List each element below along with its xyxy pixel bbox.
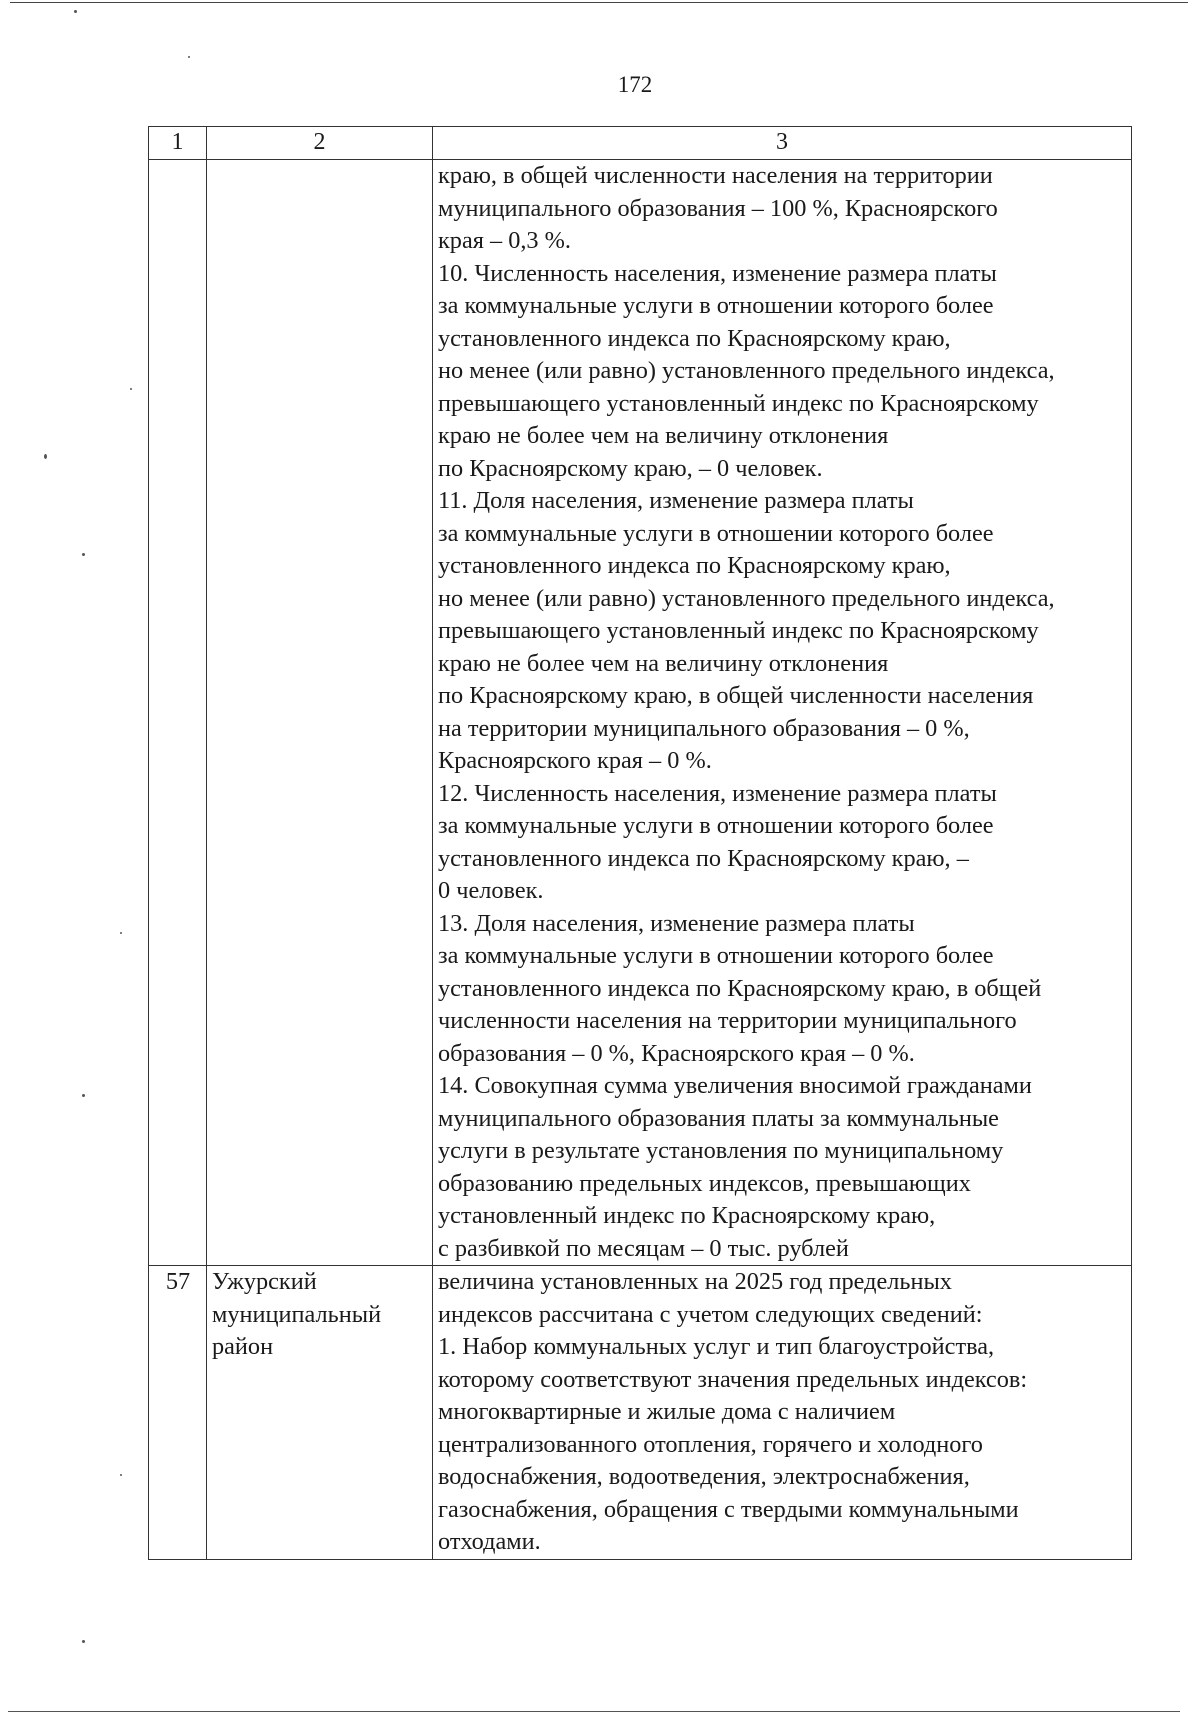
description-line: газоснабжения, обращения с твердыми коммунальными <box>438 1495 1019 1523</box>
description-line: за коммунальные услуги в отношении которого более <box>438 812 994 839</box>
scan-speck <box>82 1094 85 1097</box>
description-line: краю не более чем на величину отклонения <box>438 649 889 677</box>
description-line: образованию предельных индексов, превышающих <box>438 1169 971 1197</box>
scan-speck <box>188 56 190 58</box>
table-header-row <box>149 127 1132 160</box>
description-line: многоквартирные и жилые дома с наличием <box>438 1398 896 1425</box>
scan-speck <box>82 553 85 556</box>
description-line: 1. Набор коммунальных услуг и тип благоустройства, <box>438 1333 995 1360</box>
description-line: за коммунальные услуги в отношении которого более <box>438 942 994 969</box>
scan-speck <box>82 1640 85 1643</box>
description-line: 10. Численность населения, изменение размера платы <box>438 259 997 287</box>
municipality-name-line: район <box>212 1333 274 1360</box>
column-header-1: 1 <box>149 127 207 160</box>
row-number-cell <box>149 160 207 1266</box>
description-line: 14. Совокупная сумма увеличения вносимой гражданами <box>438 1072 1032 1099</box>
description-line: за коммунальные услуги в отношении которого более <box>438 519 994 547</box>
description-line: краю не более чем на величину отклонения <box>438 422 889 449</box>
description-line: величина установленных на 2025 год предельных <box>438 1268 952 1295</box>
description-line: краю, в общей численности населения на территории <box>438 162 993 189</box>
description-line: установленного индекса по Красноярскому краю, в общей <box>438 974 1042 1002</box>
scan-speck <box>130 388 132 390</box>
description-line: с разбивкой по месяцам – 0 тыс. рублей <box>438 1234 849 1262</box>
municipality-name-line: муниципальный <box>212 1300 382 1328</box>
description-line: превышающего установленный индекс по Красноярскому <box>438 389 1039 417</box>
description-line: установленного индекса по Красноярскому краю, – <box>438 844 969 872</box>
description-line: установленного индекса по Красноярскому краю, <box>438 324 951 352</box>
description-line: 11. Доля населения, изменение размера платы <box>438 487 914 514</box>
description-line: по Красноярскому краю, – 0 человек. <box>438 454 823 482</box>
description-line: 12. Численность населения, изменение размера платы <box>438 779 997 807</box>
scan-speck <box>120 932 122 934</box>
scan-speck <box>44 454 47 459</box>
description-line: муниципального образования – 100 %, Красноярского <box>438 194 998 222</box>
document-table <box>148 126 1132 1560</box>
description-line: края – 0,3 %. <box>438 227 571 254</box>
municipality-name-line: Ужурский <box>212 1268 317 1295</box>
description-line: услуги в результате установления по муниципальному <box>438 1137 1004 1164</box>
description-line: образования – 0 %, Красноярского края – 0 %. <box>438 1039 915 1067</box>
municipality-name-cell <box>207 1266 433 1560</box>
description-line: но менее (или равно) установленного предельного индекса, <box>438 584 1055 612</box>
description-line: на территории муниципального образования – 0 %, <box>438 714 970 742</box>
description-line: установленного индекса по Красноярскому краю, <box>438 552 951 579</box>
description-line: Красноярского края – 0 %. <box>438 747 712 774</box>
description-cell <box>433 160 1132 1266</box>
description-cell <box>433 1266 1132 1560</box>
bottom-scan-edge <box>8 1711 1180 1712</box>
description-line: водоснабжения, водоотведения, электроснабжения, <box>438 1463 970 1490</box>
description-line: превышающего установленный индекс по Красноярскому <box>438 617 1039 644</box>
page-number: 172 <box>617 72 653 97</box>
description-line: централизованного отопления, горячего и холодного <box>438 1430 983 1458</box>
scan-speck <box>120 1474 122 1476</box>
table-row <box>149 160 1132 1266</box>
municipality-name-cell <box>207 160 433 1266</box>
column-header-2: 2 <box>207 127 433 160</box>
description-line: но менее (или равно) установленного предельного индекса, <box>438 357 1055 384</box>
top-scan-edge <box>10 2 1188 3</box>
description-line: отходами. <box>438 1528 541 1555</box>
description-line: которому соответствуют значения предельных индексов: <box>438 1365 1028 1393</box>
row-number-cell: 57 <box>149 1266 207 1560</box>
description-line: установленный индекс по Красноярскому краю, <box>438 1202 936 1229</box>
description-line: 0 человек. <box>438 877 544 904</box>
scan-speck <box>74 10 77 13</box>
description-line: по Красноярскому краю, в общей численности населения <box>438 682 1034 709</box>
column-header-3: 3 <box>433 127 1132 160</box>
description-line: муниципального образования платы за коммунальные <box>438 1104 999 1132</box>
table-row <box>149 1266 1132 1560</box>
description-line: численности населения на территории муниципального <box>438 1007 1017 1034</box>
description-line: 13. Доля населения, изменение размера платы <box>438 909 915 937</box>
description-line: индексов рассчитана с учетом следующих сведений: <box>438 1300 983 1328</box>
description-line: за коммунальные услуги в отношении которого более <box>438 292 994 319</box>
